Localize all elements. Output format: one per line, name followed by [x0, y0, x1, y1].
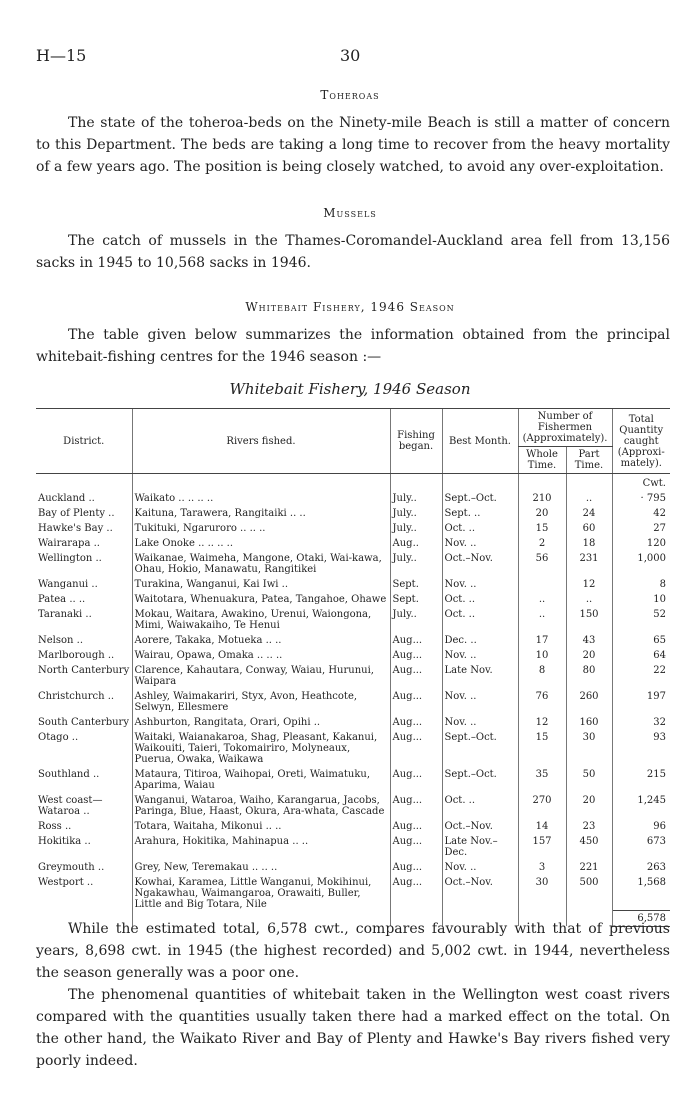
district-cell: Ross .. — [38, 821, 72, 832]
whole-time-cell: .. — [518, 605, 566, 631]
section-heading-whitebait: Whitebait Fishery, 1946 Season — [245, 300, 455, 314]
part-time-cell: 500 — [566, 873, 612, 910]
header-part-time: Part Time. — [566, 447, 612, 474]
best-month-cell: Oct. .. — [442, 605, 518, 631]
paragraph-wellington: The phenomenal quantities of whitebait taken in the Wellington west coast rivers compared with the quantities usually taken there had a marked effect on the total. On the other hand, the Waikato River and Bay of Plenty and Hawke's Bay rivers fished very poorly indeed. — [36, 987, 670, 1069]
part-time-cell: .. — [566, 489, 612, 504]
part-time-cell: 12 — [566, 575, 612, 590]
header-district: District. — [36, 409, 132, 474]
table-row — [36, 489, 670, 504]
rivers-cell: Kaituna, Tarawera, Rangitaiki .. .. — [132, 504, 390, 519]
total-cell: 52 — [612, 605, 670, 631]
district-cell: Bay of Plenty .. — [38, 508, 115, 519]
best-month-cell: Nov. .. — [442, 646, 518, 661]
district-cell: Wellington .. — [38, 553, 102, 564]
whole-time-cell: 14 — [518, 817, 566, 832]
table-row — [36, 646, 670, 661]
district-cell: Wanganui .. — [38, 579, 98, 590]
table-row — [36, 858, 670, 873]
rivers-cell: Kowhai, Karamea, Little Wanganui, Mokihinui, Ngakawhau, Waimangaroa, Orawaiti, Buller, Little and Big Totara, Nile — [132, 873, 390, 910]
began-cell: Aug... — [390, 817, 442, 832]
paragraph-mussels: The catch of mussels in the Thames-Coromandel-Auckland area fell from 13,156 sacks in 1945 to 10,568 sacks in 1946. — [36, 233, 670, 271]
began-cell: Aug.. — [390, 534, 442, 549]
began-cell: July.. — [390, 504, 442, 519]
rivers-cell: Lake Onoke .. .. .. .. — [132, 534, 390, 549]
rivers-cell: Waitotara, Whenuakura, Patea, Tangahoe, Ohawe — [132, 590, 390, 605]
district-cell: Southland .. — [38, 769, 100, 780]
table-row — [36, 661, 670, 687]
best-month-cell: Nov. .. — [442, 713, 518, 728]
began-cell: Aug... — [390, 791, 442, 817]
whole-time-cell: 10 — [518, 646, 566, 661]
began-cell: Aug... — [390, 873, 442, 910]
total-cell: 65 — [612, 631, 670, 646]
part-time-cell: 150 — [566, 605, 612, 631]
table-row — [36, 728, 670, 765]
best-month-cell: Sept.–Oct. — [442, 489, 518, 504]
district-cell: Wairarapa .. — [38, 538, 100, 549]
rivers-cell: Ashley, Waimakariri, Styx, Avon, Heathcote, Selwyn, Ellesmere — [132, 687, 390, 713]
began-cell: Aug... — [390, 631, 442, 646]
whole-time-cell: 35 — [518, 765, 566, 791]
district-cell: Greymouth .. — [38, 862, 105, 873]
rivers-cell: Tukituki, Ngaruroro .. .. .. — [132, 519, 390, 534]
began-cell: Aug... — [390, 687, 442, 713]
whole-time-cell: 56 — [518, 549, 566, 575]
best-month-cell: Oct. .. — [442, 791, 518, 817]
table-row — [36, 504, 670, 519]
rivers-cell: Arahura, Hokitika, Mahinapua .. .. — [132, 832, 390, 858]
began-cell: Sept. — [390, 590, 442, 605]
header-rivers: Rivers fished. — [132, 409, 390, 474]
whole-time-cell: .. — [518, 590, 566, 605]
table-row — [36, 687, 670, 713]
rivers-cell: Wanganui, Wataroa, Waiho, Karangarua, Jacobs, Paringa, Blue, Haast, Okura, Ara-whata, Cascade — [132, 791, 390, 817]
part-time-cell: 80 — [566, 661, 612, 687]
best-month-cell: Sept.–Oct. — [442, 765, 518, 791]
unit-label: Cwt. — [612, 474, 670, 490]
total-cell: 673 — [612, 832, 670, 858]
header-began: Fishing began. — [390, 409, 442, 474]
total-cell: 27 — [612, 519, 670, 534]
best-month-cell: Nov. .. — [442, 534, 518, 549]
whole-time-cell: 76 — [518, 687, 566, 713]
part-time-cell: 24 — [566, 504, 612, 519]
total-cell: 1,568 — [612, 873, 670, 910]
best-month-cell: Oct.–Nov. — [442, 817, 518, 832]
table-row — [36, 605, 670, 631]
table-row — [36, 590, 670, 605]
total-cell: 64 — [612, 646, 670, 661]
began-cell: July.. — [390, 519, 442, 534]
part-time-cell: 221 — [566, 858, 612, 873]
best-month-cell: Late Nov.– Dec. — [442, 832, 518, 858]
whole-time-cell: 30 — [518, 873, 566, 910]
began-cell: Aug... — [390, 646, 442, 661]
table-row — [36, 575, 670, 590]
total-cell: 22 — [612, 661, 670, 687]
district-cell: Marlborough .. — [38, 650, 115, 661]
rivers-cell: Waikato .. .. .. .. — [132, 489, 390, 504]
district-cell: Taranaki .. — [38, 609, 92, 620]
total-cell: 1,000 — [612, 549, 670, 575]
rivers-cell: Grey, New, Teremakau .. .. .. — [132, 858, 390, 873]
rivers-cell: Wairau, Opawa, Omaka .. .. .. — [132, 646, 390, 661]
began-cell: July.. — [390, 489, 442, 504]
total-cell: 8 — [612, 575, 670, 590]
rivers-cell: Turakina, Wanganui, Kai Iwi .. — [132, 575, 390, 590]
best-month-cell: Nov. .. — [442, 687, 518, 713]
district-cell: Christchurch .. — [38, 691, 115, 702]
part-time-cell: 60 — [566, 519, 612, 534]
total-cell: 10 — [612, 590, 670, 605]
whole-time-cell: 270 — [518, 791, 566, 817]
district-cell: West coast— Wataroa .. — [38, 795, 103, 817]
whole-time-cell: 17 — [518, 631, 566, 646]
district-cell: Hokitika .. — [38, 836, 91, 847]
part-time-cell: 50 — [566, 765, 612, 791]
page-number: 30 — [340, 46, 361, 65]
best-month-cell: Oct.–Nov. — [442, 549, 518, 575]
paragraph-summary: While the estimated total, 6,578 cwt., compares favourably with that of previous years, 8,698 cwt. in 1945 (the highest recorded) and 5,002 cwt. in 1944, nevertheless the season generally was a poor one. — [36, 921, 670, 981]
total-cell: 42 — [612, 504, 670, 519]
header-best-month: Best Month. — [442, 409, 518, 474]
table-row — [36, 791, 670, 817]
part-time-cell: 450 — [566, 832, 612, 858]
district-cell: Hawke's Bay .. — [38, 523, 113, 534]
total-cell: 93 — [612, 728, 670, 765]
whitebait-table — [36, 408, 670, 927]
best-month-cell: Nov. .. — [442, 575, 518, 590]
table-row — [36, 765, 670, 791]
table-row — [36, 519, 670, 534]
rivers-cell: Waitaki, Waianakaroa, Shag, Pleasant, Kakanui, Waikouiti, Taieri, Tokomairiro, Molyneaux, Puerua, Owaka, Waikawa — [132, 728, 390, 765]
whole-time-cell: 20 — [518, 504, 566, 519]
total-cell: 32 — [612, 713, 670, 728]
part-time-cell: 23 — [566, 817, 612, 832]
table-row — [36, 631, 670, 646]
header-total: Total Quantity caught (Approxi-mately). — [612, 409, 670, 474]
grand-total: 6,578 — [612, 910, 670, 926]
began-cell: Sept. — [390, 575, 442, 590]
began-cell: Aug... — [390, 728, 442, 765]
total-cell: 197 — [612, 687, 670, 713]
part-time-cell: 30 — [566, 728, 612, 765]
began-cell: Aug... — [390, 661, 442, 687]
whole-time-cell: 210 — [518, 489, 566, 504]
whole-time-cell: 12 — [518, 713, 566, 728]
best-month-cell: Dec. .. — [442, 631, 518, 646]
best-month-cell: Sept. .. — [442, 504, 518, 519]
page-code: H—15 — [36, 46, 87, 65]
header-fishermen: Number of Fishermen (Approximately). — [518, 409, 612, 447]
district-cell: North Canterbury — [38, 665, 130, 676]
table-row — [36, 534, 670, 549]
best-month-cell: Oct. .. — [442, 519, 518, 534]
paragraph-whitebait-intro: The table given below summarizes the information obtained from the principal whitebait-fishing centres for the 1946 season :— — [36, 327, 670, 365]
whole-time-cell: 8 — [518, 661, 566, 687]
part-time-cell: .. — [566, 590, 612, 605]
rivers-cell: Clarence, Kahautara, Conway, Waiau, Hurunui, Waipara — [132, 661, 390, 687]
total-cell: 215 — [612, 765, 670, 791]
table-title: Whitebait Fishery, 1946 Season — [229, 380, 471, 398]
whole-time-cell: 15 — [518, 728, 566, 765]
whole-time-cell — [518, 575, 566, 590]
table-row — [36, 817, 670, 832]
part-time-cell: 20 — [566, 646, 612, 661]
rivers-cell: Aorere, Takaka, Motueka .. .. — [132, 631, 390, 646]
district-cell: South Canterbury — [38, 717, 129, 728]
part-time-cell: 43 — [566, 631, 612, 646]
rivers-cell: Mokau, Waitara, Awakino, Urenui, Waiongona, Mimi, Waiwakaiho, Te Henui — [132, 605, 390, 631]
district-cell: Westport .. — [38, 877, 94, 888]
part-time-cell: 231 — [566, 549, 612, 575]
best-month-cell: Oct.–Nov. — [442, 873, 518, 910]
whole-time-cell: 157 — [518, 832, 566, 858]
whole-time-cell: 2 — [518, 534, 566, 549]
began-cell: Aug... — [390, 858, 442, 873]
table-row — [36, 549, 670, 575]
best-month-cell: Oct. .. — [442, 590, 518, 605]
district-cell: Nelson .. — [38, 635, 83, 646]
part-time-cell: 18 — [566, 534, 612, 549]
rivers-cell: Totara, Waitaha, Mikonui .. .. — [132, 817, 390, 832]
began-cell: Aug... — [390, 713, 442, 728]
part-time-cell: 160 — [566, 713, 612, 728]
district-cell: Patea .. .. — [38, 594, 86, 605]
rivers-cell: Mataura, Titiroa, Waihopai, Oreti, Waimatuku, Aparima, Waiau — [132, 765, 390, 791]
began-cell: Aug... — [390, 832, 442, 858]
table-row — [36, 873, 670, 910]
whole-time-cell: 15 — [518, 519, 566, 534]
header-whole-time: Whole Time. — [518, 447, 566, 474]
began-cell: July.. — [390, 605, 442, 631]
whole-time-cell: 3 — [518, 858, 566, 873]
paragraph-toheroas: The state of the toheroa-beds on the Ninety-mile Beach is still a matter of concern to this Department. The beds are taking a long time to recover from the heavy mortality of a few years ago. The position is being closely watched, to avoid any over-exploitation. — [36, 115, 670, 175]
table-row — [36, 832, 670, 858]
section-heading-mussels: Mussels — [323, 206, 377, 220]
best-month-cell: Late Nov. — [442, 661, 518, 687]
total-cell: 263 — [612, 858, 670, 873]
total-cell: 1,245 — [612, 791, 670, 817]
best-month-cell: Nov. .. — [442, 858, 518, 873]
section-heading-toheroas: Toheroas — [320, 88, 380, 102]
table-row — [36, 713, 670, 728]
began-cell: Aug... — [390, 765, 442, 791]
total-cell: 120 — [612, 534, 670, 549]
began-cell: July.. — [390, 549, 442, 575]
total-cell: 96 — [612, 817, 670, 832]
district-cell: Otago .. — [38, 732, 79, 743]
rivers-cell: Waikanae, Waimeha, Mangone, Otaki, Wai-kawa, Ohau, Hokio, Manawatu, Rangitikei — [132, 549, 390, 575]
district-cell: Auckland .. — [38, 493, 95, 504]
part-time-cell: 20 — [566, 791, 612, 817]
best-month-cell: Sept.–Oct. — [442, 728, 518, 765]
part-time-cell: 260 — [566, 687, 612, 713]
rivers-cell: Ashburton, Rangitata, Orari, Opihi .. — [132, 713, 390, 728]
total-cell: · 795 — [612, 489, 670, 504]
